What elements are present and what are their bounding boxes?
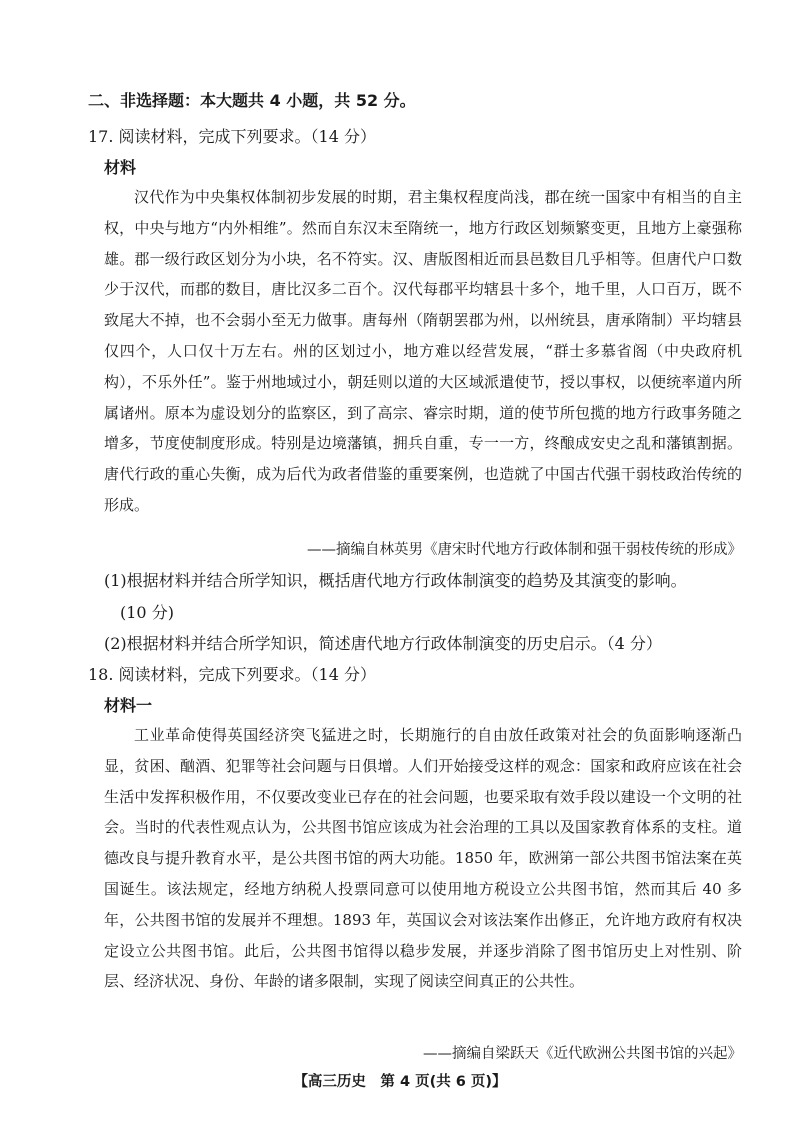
q17-subquestion-1-score: (10 分) <box>120 603 174 622</box>
section-title: 二、非选择题：本大题共 4 小题，共 52 分。 <box>88 91 416 110</box>
q18-source: ——摘编自梁跃天《近代欧洲公共图书馆的兴起》 <box>423 1046 742 1062</box>
q17-material-label: 材料 <box>104 158 137 177</box>
page-footer: 【高三历史 第 4 页(共 6 页)】 <box>293 1074 507 1090</box>
q17-material-text: 汉代作为中央集权体制初步发展的时期，君主集权程度尚浅，郡在统一国家中有相当的自主权，中央与地方“内外相维”。然而自东汉末至隋统一，地方行政区划频繁变更，且地方上豪强称雄。郡一级行政区划分为小块，名不符实。汉、唐版图相近而县邑数目几乎相等。但唐代户口数少于汉代，而郡的数目，唐比汉多二百个。汉代每郡平均辖县十多个，地千里，人口百万，既不致尾大不掉，也不会弱小至无力做事。唐每州（隋朝罢郡为州，以州统县，唐承隋制）平均辖县仅四个，人口仅十万左右。州的区划过小，地方难以经营发展，“群士多慕省阁（中央政府机构），不乐外任”。鉴于州地域过小，朝廷则以道的大区域派遣使节，授以事权，以便统率道内所属诸州。原本为虚设划分的监察区，到了高宗、睿宗时期，道的使节所包揽的地方行政事务随之增多，节度使制度形成。特别是边境藩镇，拥兵自重，专一一方，终酿成安史之乱和藩镇割据。唐代行政的重心失衡，成为后代为政者借鉴的重要案例，也造就了中国古代强干弱枝政治传统的形成。 <box>104 188 742 514</box>
q18-heading: 18. 阅读材料，完成下列要求。（14 分） <box>88 665 376 684</box>
q17-subquestion-1: (1)根据材料并结合所学知识，概括唐代地方行政体制演变的趋势及其演变的影响。 <box>104 571 687 590</box>
q17-subquestion-2: (2)根据材料并结合所学知识，简述唐代地方行政体制演变的历史启示。（4 分） <box>104 634 662 653</box>
q18-material-label: 材料一 <box>104 696 153 715</box>
q17-heading: 17. 阅读材料，完成下列要求。（14 分） <box>88 127 376 146</box>
q18-material-text: 工业革命使得英国经济突飞猛进之时，长期施行的自由放任政策对社会的负面影响逐渐凸显，贫困、酗酒、犯罪等社会问题与日俱增。人们开始接受这样的观念：国家和政府应该在社会生活中发挥积极作用，不仅要改变业已存在的社会问题，也要采取有效手段以建设一个文明的社会。当时的代表性观点认为，公共图书馆应该成为社会治理的工具以及国家教育体系的支柱。道德改良与提升教育水平，是公共图书馆的两大功能。1850 年，欧洲第一部公共图书馆法案在英国诞生。该法规定，经地方纳税人投票同意可以使用地方税设立公共图书馆，然而其后 40 多年，公共图书馆的发展并不理想。1893 年，英国议会对该法案作出修正，允许地方政府有权决定设立公共图书馆。此后，公共图书馆得以稳步发展，并逐步消除了图书馆历史上对性别、阶层、经济状况、身份、年龄的诸多限制，实现了阅读空间真正的公共性。 <box>104 726 742 991</box>
q17-source: ——摘编自林英男《唐宋时代地方行政体制和强干弱枝传统的形成》 <box>307 542 742 558</box>
